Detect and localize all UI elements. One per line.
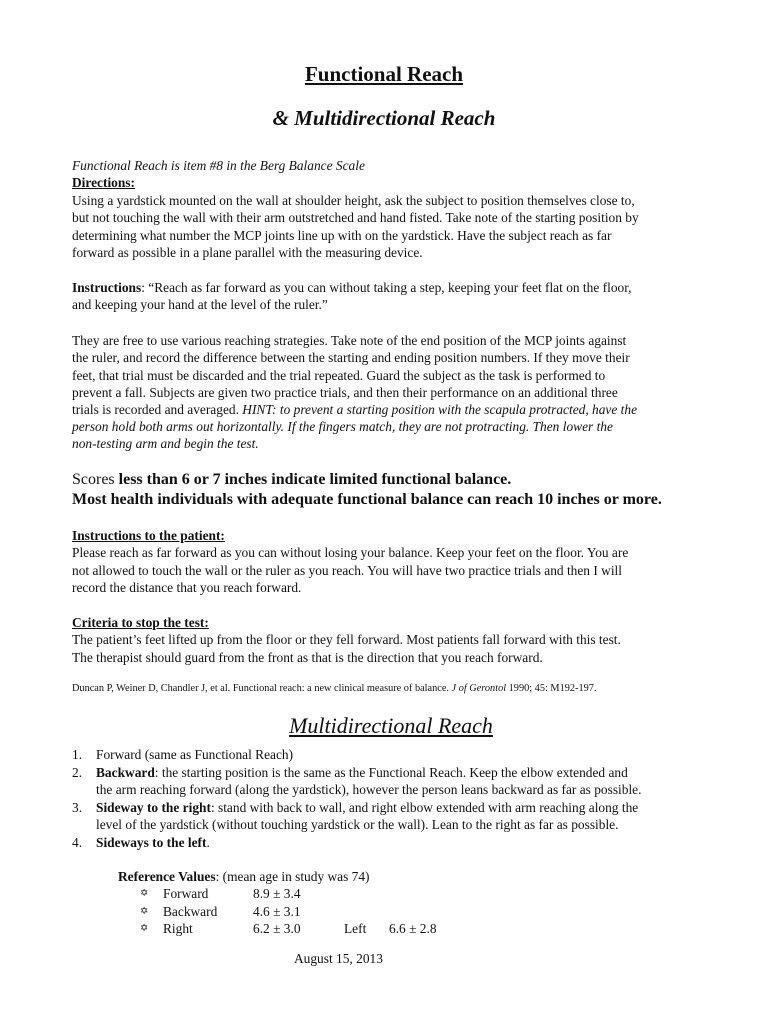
list-item-text: : stand with back to wall, and right elbow extended with arm reaching along the bbox=[210, 800, 639, 815]
list-item-text: : the starting position is the same as the Functional Reach. Keep the elbow extended and bbox=[154, 765, 628, 780]
criteria-line: The patient’s feet lifted up from the floor or they fell forward. Most patients fall forward with this test. bbox=[72, 632, 621, 647]
hint-line: non-testing arm and begin the test. bbox=[72, 436, 259, 451]
star-bullet-icon: ✡ bbox=[140, 923, 149, 934]
list-number: 2. bbox=[72, 765, 83, 780]
directions-heading: Directions: bbox=[72, 175, 135, 190]
scores-line-2 bbox=[72, 491, 662, 509]
patient-heading: Instructions to the patient: bbox=[72, 528, 225, 543]
instructions-text: : “Reach as far forward as you can without taking a step, keeping your feet flat on the floor, bbox=[141, 280, 632, 295]
reference-value: 6.2 ± 3.0 bbox=[253, 921, 301, 936]
section-title: Multidirectional Reach bbox=[289, 713, 493, 738]
list-item-continued: level of the yardstick (without touching yardstick or the wall). Lean to the right as far as possible. bbox=[96, 817, 619, 832]
list-number: 4. bbox=[72, 835, 83, 850]
reference-note: : (mean age in study was 74) bbox=[215, 869, 370, 884]
criteria-line: The therapist should guard from the front as that is the direction that you reach forward. bbox=[72, 650, 543, 665]
scores-bold: 10 inches bbox=[537, 491, 600, 508]
instructions-line-2: and keeping your hand at the level of the ruler.” bbox=[72, 297, 328, 312]
reference-name: Backward bbox=[163, 904, 218, 919]
list-item bbox=[96, 835, 210, 851]
reference-value: 6.6 ± 2.8 bbox=[389, 921, 437, 936]
strategies-line bbox=[72, 401, 637, 418]
scores-text: Scores bbox=[72, 471, 119, 488]
strategies-text: trials is recorded and averaged. bbox=[72, 402, 243, 417]
hint-line: person hold both arms out horizontally. If the fingers match, they are not protracting. Then lower the bbox=[72, 419, 613, 434]
citation-rest: 1990; 45: M192-197. bbox=[506, 683, 597, 694]
patient-line: Please reach as far forward as you can without losing your balance. Keep your feet on the floor. You are bbox=[72, 545, 629, 560]
page-title: Functional Reach bbox=[304, 62, 464, 86]
strategies-line: prevent a fall. Subjects are given two practice trials, and then their performance on an additional three bbox=[72, 385, 618, 400]
list-number: 3. bbox=[72, 800, 83, 815]
list-item bbox=[96, 800, 638, 816]
footer-date: August 15, 2013 bbox=[294, 951, 383, 966]
list-item-label: Sideway to the right bbox=[96, 800, 211, 815]
patient-line: not allowed to touch the wall or the ruler as you reach. You will have two practice trials and then I will bbox=[72, 563, 622, 578]
reference-value: 8.9 ± 3.4 bbox=[253, 886, 301, 901]
reference-heading bbox=[118, 869, 370, 885]
directions-line: Using a yardstick mounted on the wall at shoulder height, ask the subject to position themselves close to, bbox=[72, 193, 635, 208]
directions-line: determining what number the MCP joints line up with on the yardstick. Have the subject reach as far bbox=[72, 228, 612, 243]
list-item-continued: the arm reaching forward (along the yardstick), however the person leans backward as far as possible. bbox=[96, 782, 642, 797]
patient-line: record the distance that you reach forward. bbox=[72, 580, 302, 595]
instructions-line bbox=[72, 279, 631, 296]
scores-text: or more. bbox=[599, 491, 662, 508]
reference-label: Reference Values bbox=[118, 869, 216, 884]
page-subtitle: & Multidirectional Reach bbox=[272, 106, 496, 130]
scores-line bbox=[72, 471, 511, 489]
list-item-label: Backward bbox=[96, 765, 155, 780]
directions-line: forward as possible in a plane parallel with the measuring device. bbox=[72, 245, 423, 260]
criteria-heading: Criteria to stop the test: bbox=[72, 615, 209, 630]
star-bullet-icon: ✡ bbox=[140, 888, 149, 899]
instructions-label: Instructions bbox=[72, 280, 142, 295]
citation-journal: J of Gerontol bbox=[451, 683, 507, 694]
reference-name: Forward bbox=[163, 886, 209, 901]
list-number: 1. bbox=[72, 747, 83, 762]
list-item bbox=[96, 765, 628, 781]
list-item-label: Sideways to the left bbox=[96, 835, 207, 850]
hint-text: HINT: to prevent a starting position with the scapula protracted, have the bbox=[242, 402, 638, 417]
strategies-line: feet, that trial must be discarded and the trial repeated. Guard the subject as the task is performed to bbox=[72, 368, 606, 383]
list-item-text: . bbox=[206, 835, 210, 850]
citation-text: Duncan P, Weiner D, Chandler J, et al. Functional reach: a new clinical measure of balance. bbox=[72, 683, 452, 694]
reference-name: Left bbox=[344, 921, 367, 936]
citation bbox=[72, 683, 596, 694]
scores-text: Most health individuals with adequate functional balance can reach bbox=[72, 491, 538, 508]
list-item: Forward (same as Functional Reach) bbox=[96, 747, 294, 762]
reference-value: 4.6 ± 3.1 bbox=[253, 904, 301, 919]
star-bullet-icon: ✡ bbox=[140, 906, 149, 917]
directions-line: but not touching the wall with their arm outstretched and hand fisted. Take note of the starting position by bbox=[72, 210, 639, 225]
strategies-line: the ruler, and record the difference between the starting and ending position numbers. If they move their bbox=[72, 350, 630, 365]
scores-bold: less than 6 or 7 inches indicate limited functional balance. bbox=[118, 471, 512, 488]
berg-note: Functional Reach is item #8 in the Berg Balance Scale bbox=[72, 158, 365, 173]
strategies-line: They are free to use various reaching strategies. Take note of the end position of the MCP joints against bbox=[72, 333, 627, 348]
reference-name: Right bbox=[163, 921, 193, 936]
